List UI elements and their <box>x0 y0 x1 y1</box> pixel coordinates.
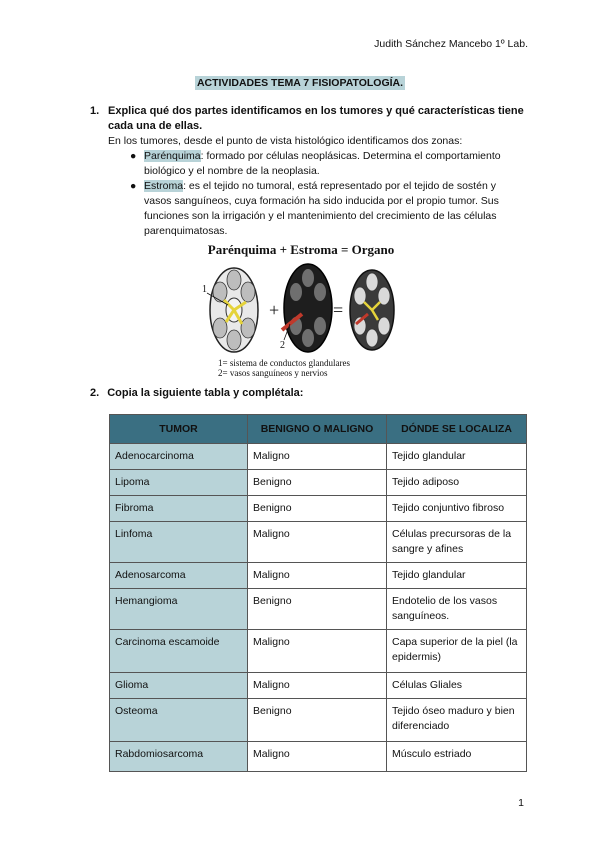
question-2-text: Copia la siguiente tabla y complétala: <box>107 387 304 399</box>
figure-legend-1: 1= sistema de conductos glandulares <box>218 358 351 368</box>
bullet-parenquima <box>128 149 523 179</box>
table-row <box>110 742 527 772</box>
parenchyma-wheel-icon <box>210 268 258 352</box>
cell-tumor: Rabdomiosarcoma <box>110 742 248 772</box>
cell-type: Maligno <box>248 563 387 589</box>
cell-type: Benigno <box>248 699 387 742</box>
column-header-tumor: TUMOR <box>110 415 248 444</box>
cell-location: Tejido óseo maduro y bien diferenciado <box>387 699 527 742</box>
cell-tumor: Adenocarcinoma <box>110 444 248 470</box>
figure-legend-2: 2= vasos sanguíneos y nervios <box>218 368 328 378</box>
cell-location: Músculo estriado <box>387 742 527 772</box>
table-header-row <box>110 415 527 444</box>
cell-type: Maligno <box>248 630 387 673</box>
cell-type: Maligno <box>248 522 387 563</box>
document-title-wrapper <box>0 73 600 91</box>
parenchyma-stroma-figure <box>196 240 406 380</box>
cell-location: Células precursoras de la sangre y afines <box>387 522 527 563</box>
bullet-text: : formado por células neoplásicas. Determina el comportamiento biológico y el nombre de la neoplasia. <box>144 150 501 177</box>
column-header-type: BENIGNO O MALIGNO <box>248 415 387 444</box>
figure-label-1: 1 <box>202 284 207 295</box>
figure-heading: Parénquima + Estroma = Organo <box>207 242 395 257</box>
table-row <box>110 496 527 522</box>
cell-type: Benigno <box>248 470 387 496</box>
bullet-term: Estroma <box>144 180 184 192</box>
tumor-table <box>109 414 527 772</box>
svg-text:+: + <box>269 300 280 320</box>
cell-location: Endotelio de los vasos sanguíneos. <box>387 589 527 630</box>
question-2-number: 2. <box>90 387 100 399</box>
table-row <box>110 563 527 589</box>
organ-wheel-icon <box>350 270 394 350</box>
table-row <box>110 444 527 470</box>
figure-label-2: 2 <box>280 340 285 351</box>
cell-location: Tejido adiposo <box>387 470 527 496</box>
cell-type: Maligno <box>248 444 387 470</box>
cell-location: Tejido glandular <box>387 444 527 470</box>
answer-bullet-list <box>128 149 523 239</box>
cell-type: Maligno <box>248 742 387 772</box>
cell-location: Células Gliales <box>387 673 527 699</box>
cell-tumor: Carcinoma escamoide <box>110 630 248 673</box>
cell-tumor: Adenosarcoma <box>110 563 248 589</box>
page-header-author: Judith Sánchez Mancebo 1º Lab. <box>374 38 528 50</box>
column-header-location: DÓNDE SE LOCALIZA <box>387 415 527 444</box>
cell-tumor: Hemangioma <box>110 589 248 630</box>
question-1-number: 1. <box>90 105 100 117</box>
bullet-dot-icon: ● <box>130 150 137 162</box>
table-row <box>110 470 527 496</box>
svg-text:=: = <box>333 300 344 320</box>
table-row <box>110 630 527 673</box>
question-1-text: Explica qué dos partes identificamos en los tumores y qué características tiene cada una de ellas. <box>108 105 524 132</box>
cell-location: Capa superior de la piel (la epidermis) <box>387 630 527 673</box>
cell-type: Maligno <box>248 673 387 699</box>
cell-tumor: Osteoma <box>110 699 248 742</box>
cell-tumor: Glioma <box>110 673 248 699</box>
table-row <box>110 522 527 563</box>
table-row <box>110 699 527 742</box>
bullet-estroma <box>128 179 523 239</box>
table-row <box>110 673 527 699</box>
page-number: 1 <box>518 797 524 809</box>
cell-location: Tejido glandular <box>387 563 527 589</box>
cell-tumor: Fibroma <box>110 496 248 522</box>
bullet-dot-icon: ● <box>130 180 137 192</box>
cell-type: Benigno <box>248 496 387 522</box>
question-1-intro: En los tumores, desde el punto de vista histológico identificamos dos zonas: <box>108 135 463 147</box>
cell-tumor: Lipoma <box>110 470 248 496</box>
question-2 <box>90 387 303 399</box>
cell-tumor: Linfoma <box>110 522 248 563</box>
document-title: ACTIVIDADES TEMA 7 FISIOPATOLOGÍA. <box>196 77 404 89</box>
table-row <box>110 589 527 630</box>
cell-type: Benigno <box>248 589 387 630</box>
question-1 <box>90 104 530 134</box>
bullet-term: Parénquima <box>144 150 201 162</box>
bullet-text: : es el tejido no tumoral, está representado por el tejido de sostén y vasos sanguíneos, cuya formación ha sido inducida por el propio tumor. Sus funciones son la irrigación y el mantenimiento del crecimiento de las células parenquimatosas. <box>144 180 499 237</box>
stroma-wheel-icon <box>282 264 332 352</box>
cell-location: Tejido conjuntivo fibroso <box>387 496 527 522</box>
